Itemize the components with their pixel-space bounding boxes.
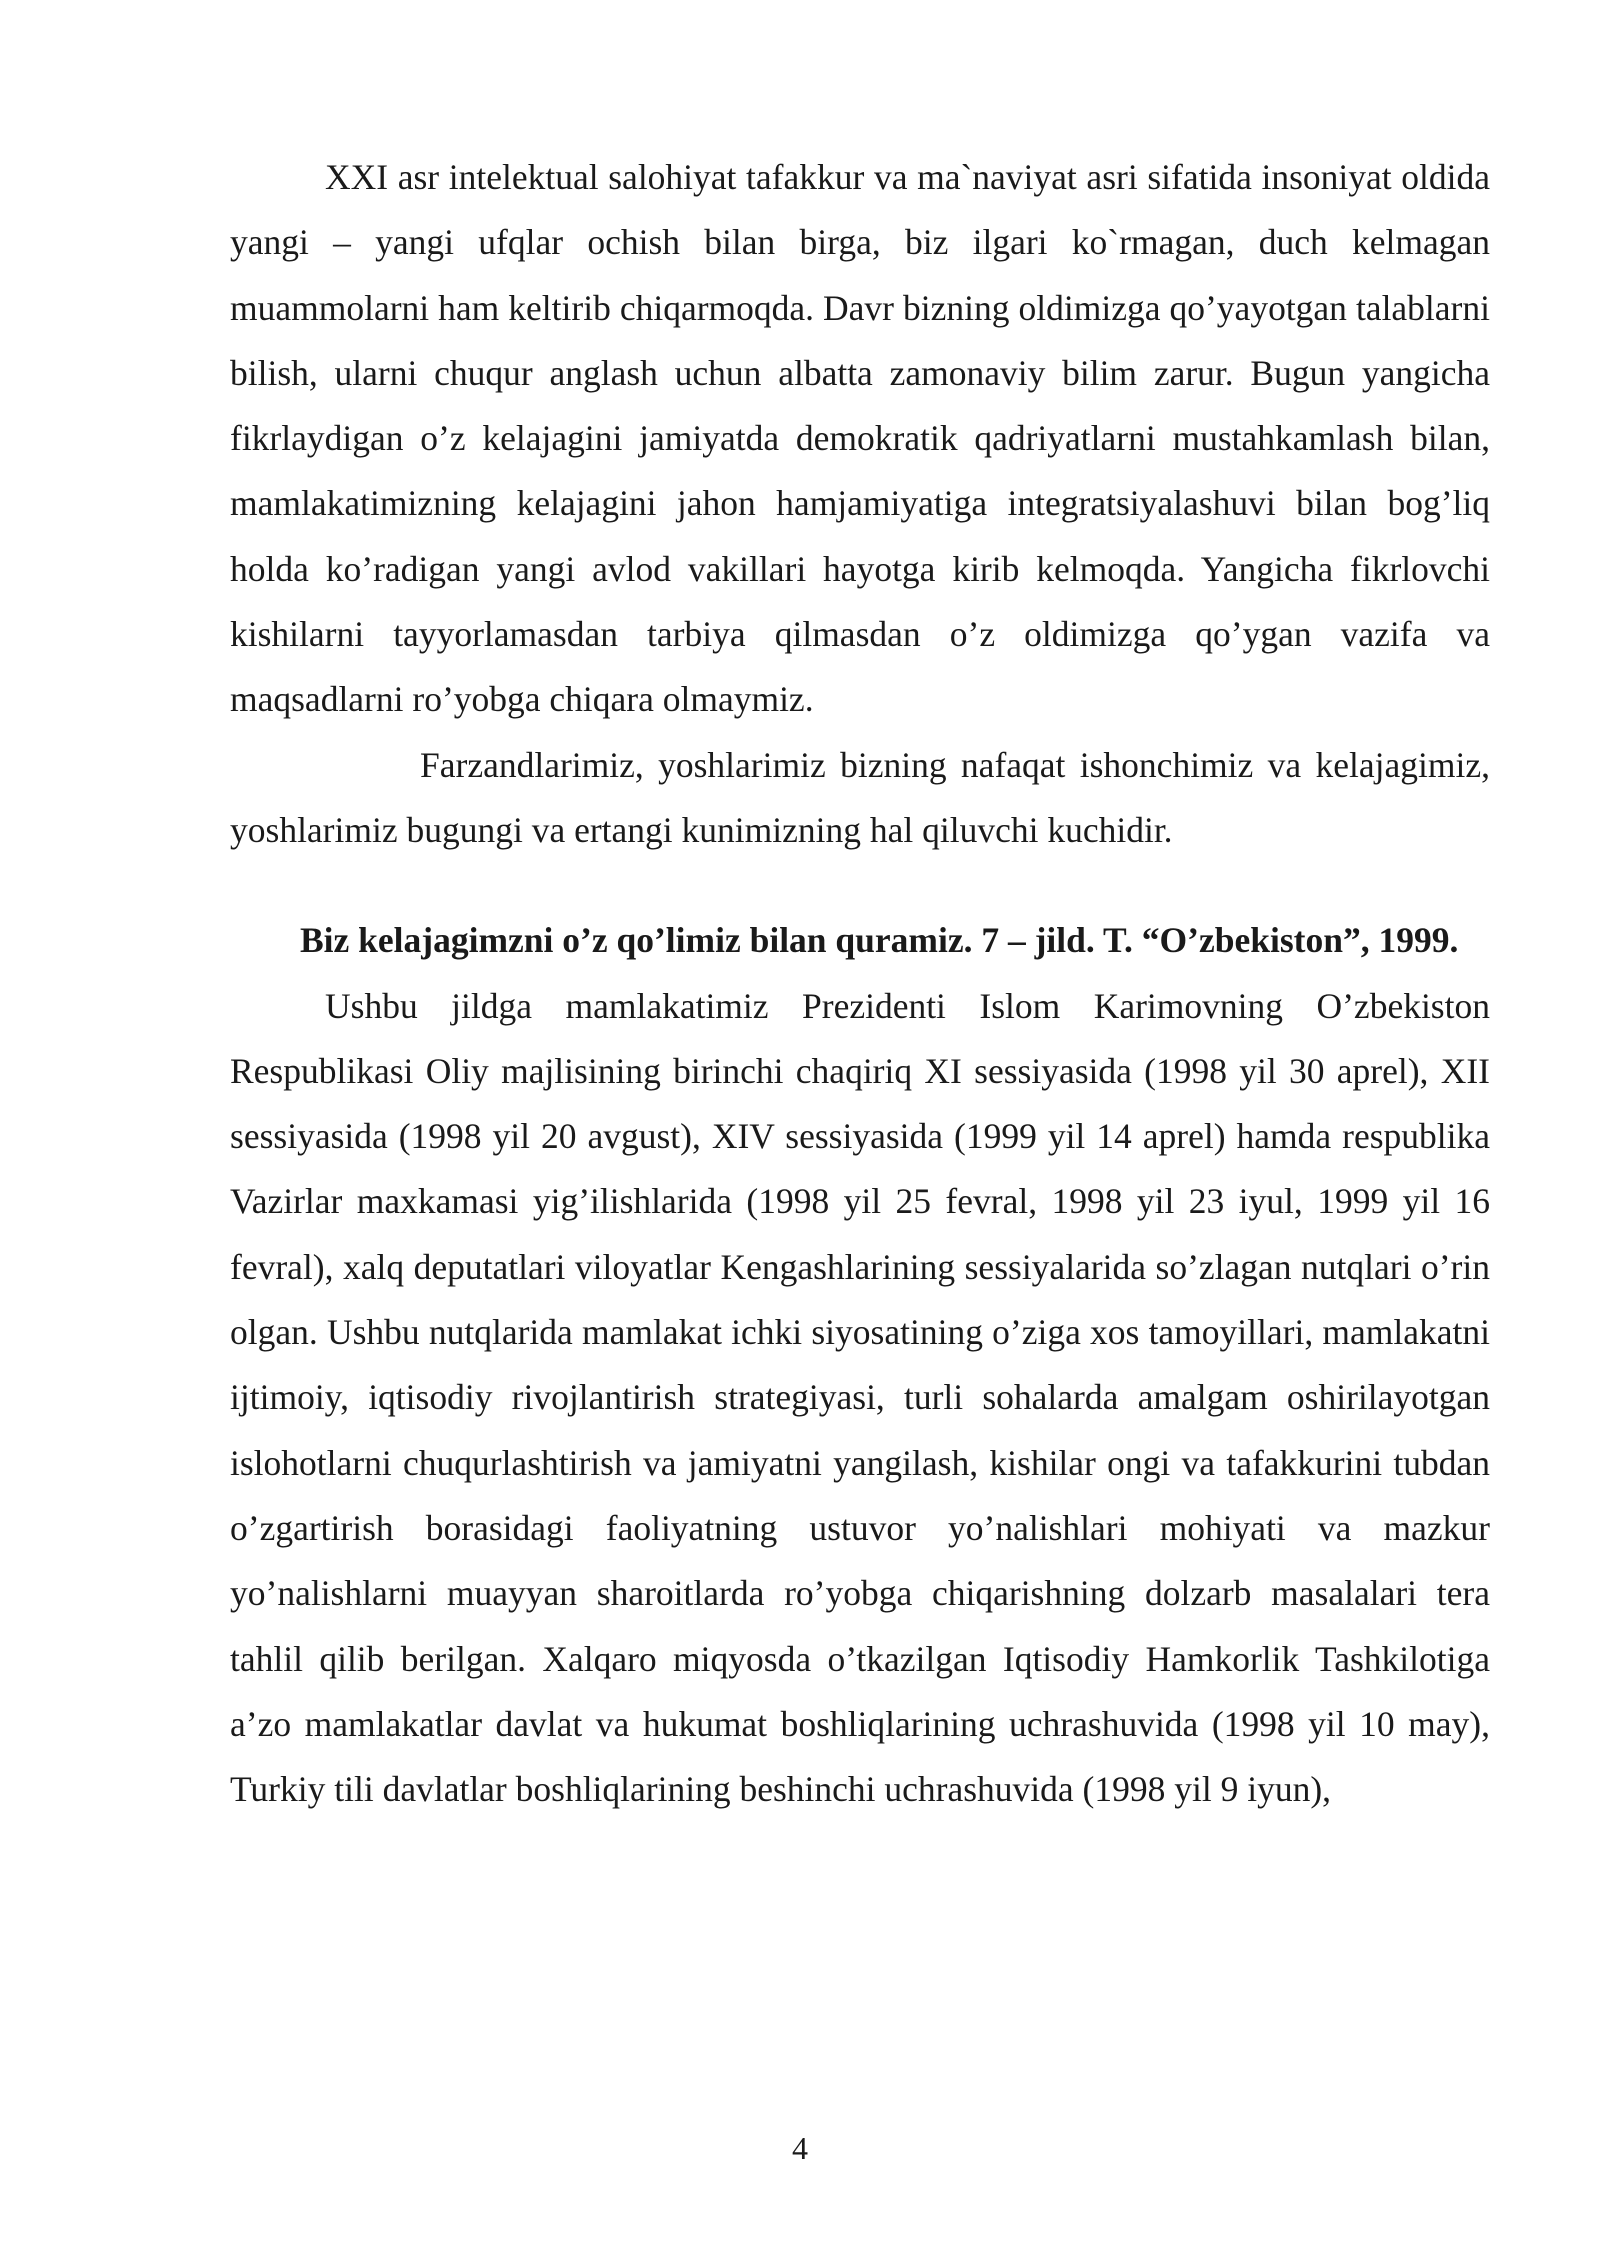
paragraph-volume-summary: Ushbu jildga mamlakatimiz Prezidenti Islom Karimovning O’zbekiston Respublikasi Oliy majlisining birinchi chaqiriq XI sessiyasida (1998 yil 30 aprel), XII sessiyasida (1998 yil 20 avgust), XIV sessiyasida (1999 yil 14 aprel) hamda respublika Vazirlar maxkamasi yig’ilishlarida (1998 yil 25 fevral, 1998 yil 23 iyul, 1999 yil 16 fevral), xalq deputatlari viloyatlar Kengashlarining sessiyalarida so’zlagan nutqlari o’rin olgan. Ushbu nutqlarida mamlakat ichki siyosatining o’ziga xos tamoyillari, mamlakatni ijtimoiy, iqtisodiy rivojlantirish strategiyasi, turli sohalarda amalgam oshirilayotgan islohotlarni chuqurlashtirish va jamiyatni yangilash, kishilar ongi va tafakkurini tubdan o’zgartirish borasidagi faoliyatning ustuvor yo’nalishlari mohiyati va mazkur yo’nalishlarni muayyan sharoitlarda ro’yobga chiqarishning dolzarb masalalari tera tahlil qilib berilgan. Xalqaro miqyosda o’tkazilgan Iqtisodiy Hamkorlik Tashkilotiga a’zo mamlakatlar davlat va hukumat boshliqlarining uchrashuvida (1998 yil 10 may), Turkiy tili davlatlar boshliqlarining beshinchi uchrashuvida (1998 yil 9 iyun), xyxy=(230,985,1490,1810)
paragraph-youth: Farzandlarimiz, yoshlarimiz bizning nafaqat ishonchimiz va kelajagimiz, yoshlarimiz bugungi va ertangi kunimizning hal qiluvchi kuchidir. xyxy=(230,744,1490,850)
document-body xyxy=(230,145,1490,1822)
page-number: 4 xyxy=(792,2130,808,2166)
book-reference-heading: Biz kelajagimzni o’z qo’limiz bilan quramiz. 7 – jild. T. “O’zbekiston”, 1999. xyxy=(300,920,1459,961)
paragraph-intro: XXI asr intelektual salohiyat tafakkur va ma`naviyat asri sifatida insoniyat oldida yangi – yangi ufqlar ochish bilan birga, biz ilgari ko`rmagan, duch kelmagan muammolarni ham keltirib chiqarmoqda. Davr bizning oldimizga qo’yayotgan talablarni bilish, ularni chuqur anglash uchun albatta zamonaviy bilim zarur. Bugun yangicha fikrlaydigan o’z kelajagini jamiyatda demokratik qadriyatlarni mustahkamlash bilan, mamlakatimizning kelajagini jahon hamjamiyatiga integratsiyalashuvi bilan bog’liq holda ko’radigan yangi avlod vakillari hayotga kirib kelmoqda. Yangicha fikrlovchi kishilarni tayyorlamasdan tarbiya qilmasdan o’z oldimizga qo’ygan vazifa va maqsadlarni ro’yobga chiqara olmaymiz. xyxy=(230,157,1490,720)
